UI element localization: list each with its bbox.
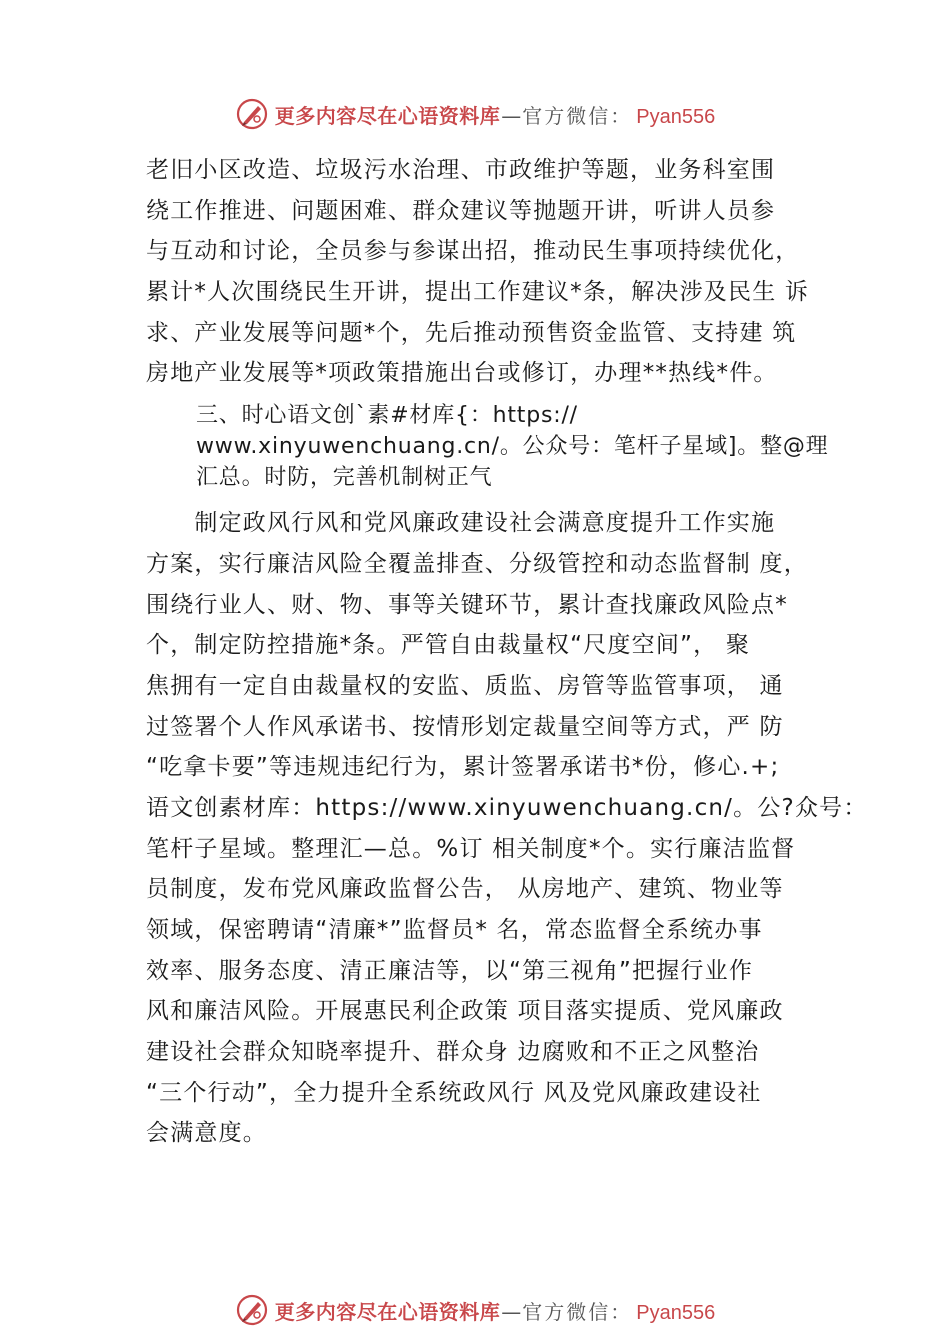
heading-line: 汇总。时防，完善机制树正气 bbox=[196, 465, 493, 491]
paragraph-line: 建设社会群众知晓率提升、群众身 边腐败和不正之风整治 bbox=[146, 1039, 760, 1066]
footer-banner-text bbox=[275, 1296, 715, 1325]
document-body bbox=[146, 150, 868, 1154]
footer-banner-main: 更多内容尽在心语资料库 bbox=[274, 1299, 501, 1324]
paragraph-line: 绕工作推进、问题困难、群众建议等抛题开讲，听讲人员参 bbox=[146, 197, 776, 224]
paragraph-line: 累计*人次围绕民生开讲，提出工作建议*条，解决涉及民生 诉 bbox=[146, 279, 810, 306]
paragraph-line: 笔杆子星域。整理汇—总。%订 相关制度*个。实行廉洁监督 bbox=[146, 835, 796, 862]
paragraph-line: 过签署个人作风承诺书、按情形划定裁量空间等方式，严 防 bbox=[146, 713, 784, 740]
header-banner-main: 更多内容尽在心语资料库 bbox=[274, 103, 501, 128]
paragraph-line: 个，制定防控措施*条。严管自由裁量权“尺度空间”， 聚 bbox=[146, 632, 751, 659]
paragraph-2 bbox=[146, 503, 868, 1154]
footer-banner-dash: — bbox=[501, 1299, 522, 1324]
paragraph-line: 围绕行业人、财、物、事等关键环节，累计查找廉政风险点* bbox=[146, 591, 788, 618]
pen-logo-icon bbox=[235, 1293, 269, 1327]
heading-line: 三、时心语文创`素#材库{：https:// bbox=[196, 403, 578, 429]
paragraph-line: “三个行动”，全力提升全系统政风行 风及党风廉政建设社 bbox=[146, 1079, 762, 1106]
paragraph-1 bbox=[146, 150, 846, 394]
footer-banner-wechat-id: Pyan556 bbox=[636, 1301, 716, 1324]
paragraph-line: 与互动和讨论，全员参与参谋出招，推动民生事项持续优化， bbox=[146, 238, 800, 265]
paragraph-line: 制定政风行风和党风廉政建设社会满意度提升工作实施 bbox=[146, 510, 776, 537]
header-banner-dash: — bbox=[501, 103, 522, 128]
section-heading bbox=[196, 400, 846, 493]
header-banner-label: 官方微信： bbox=[522, 103, 633, 128]
paragraph-line: 风和廉洁风险。开展惠民利企政策 项目落实提质、党风廉政 bbox=[146, 998, 784, 1025]
header-banner-wechat-id: Pyan556 bbox=[636, 105, 716, 128]
header-banner-text bbox=[275, 100, 715, 129]
paragraph-line: 领域，保密聘请“清廉*”监督员* 名，常态监督全系统办事 bbox=[146, 917, 763, 943]
footer-banner-label: 官方微信： bbox=[522, 1299, 633, 1324]
paragraph-line: 员制度，发布党风廉政监督公告， 从房地产、建筑、物业等 bbox=[146, 876, 784, 903]
footer-banner bbox=[0, 1290, 950, 1330]
paragraph-line: 房地产业发展等*项政策措施出台或修订，办理**热线*件。 bbox=[146, 360, 778, 387]
paragraph-line: 效率、服务态度、清正廉洁等，以“第三视角”把握行业作 bbox=[146, 957, 754, 984]
paragraph-line: 老旧小区改造、垃圾污水治理、市政维护等题，业务科室围 bbox=[146, 157, 776, 183]
pen-logo-icon bbox=[235, 97, 269, 131]
header-banner bbox=[0, 94, 950, 134]
paragraph-line: “吃拿卡要”等违规违纪行为，累计签署承诺书*份，修心.+; bbox=[146, 754, 780, 781]
paragraph-line: 方案，实行廉洁风险全覆盖排查、分级管控和动态监督制 度， bbox=[146, 550, 808, 577]
paragraph-line: 会满意度。 bbox=[146, 1120, 267, 1147]
paragraph-line: 语文创素材库：https://www.xinyuwenchuang.cn/。公?众号： bbox=[146, 794, 868, 821]
paragraph-line: 求、产业发展等问题*个，先后推动预售资金监管、支持建 筑 bbox=[146, 319, 797, 346]
paragraph-line: 焦拥有一定自由裁量权的安监、质监、房管等监管事项， 通 bbox=[146, 672, 784, 699]
heading-line: www.xinyuwenchuang.cn/。公众号：笔杆子星域]。整@理 bbox=[196, 434, 829, 460]
